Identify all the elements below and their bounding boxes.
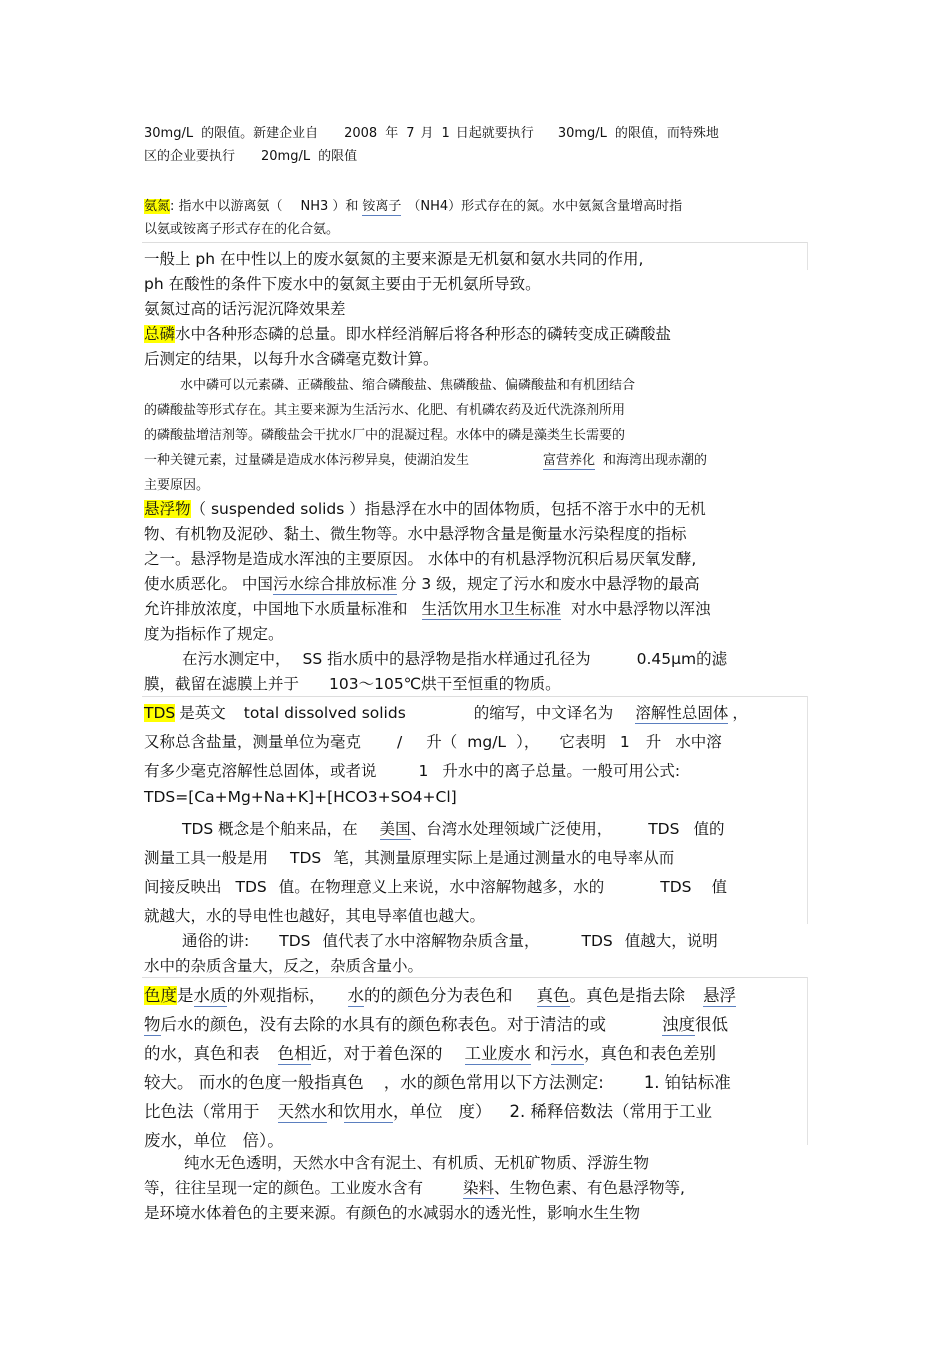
text-line [182, 817, 724, 839]
text-run: 的的颜色分为表色和 [364, 986, 513, 1005]
text-run: 后水的颜色，没有去除的水具有的颜色称表色。对于清洁的或 [160, 1015, 606, 1034]
text-run: NH3 [300, 199, 329, 214]
text-line: 的磷酸盐等形式存在。其主要来源为生活污水、化肥、有机磷农药及近代洗涤剂所用 [144, 403, 626, 418]
text-line [144, 1069, 731, 1093]
text-run: ， [732, 704, 748, 722]
text-run: ，单位 [393, 1102, 443, 1121]
term-color: 色度 [144, 986, 177, 1005]
text-run: 度） [458, 1102, 492, 1121]
text-run: TDS 概念是个舶来品，在 [182, 820, 358, 838]
text-run: 的水，真色和表 [144, 1044, 260, 1063]
text-line: 是环境水体着色的主要来源。有颜色的水减弱水的透光性，影响水生生物 [144, 1204, 641, 1222]
divider [142, 977, 808, 978]
text-line [144, 122, 719, 141]
link-usa[interactable]: 美国 [379, 820, 411, 838]
text-run: 使水质恶化。 中国 [144, 575, 273, 593]
text-run: 值。在物理意义上来说，水中溶解物越多，水的 [278, 878, 605, 896]
text-run: 倍）。 [242, 1131, 284, 1150]
text-line: 之一。悬浮物是造成水浑浊的主要原因。 水体中的有机悬浮物沉积后易厌氧发酵, [144, 550, 697, 568]
text-line [144, 1127, 284, 1151]
text-line [144, 145, 357, 164]
text-line: 后测定的结果，以每升水含磷毫克数计算。 [144, 350, 439, 368]
text-run: 值的 [693, 820, 725, 838]
text-line [144, 449, 707, 468]
text-run: ，水的颜色常用以下方法测定: [383, 1073, 604, 1092]
text-line [144, 846, 674, 868]
text-run: TDS [290, 849, 322, 867]
text-run: 通俗的讲: [182, 932, 250, 950]
text-run: 。真色是指去除 [569, 986, 685, 1005]
text-line: 纯水无色透明，天然水中含有泥土、有机质、无机矿物质、浮游生物 [184, 1154, 650, 1172]
text-run: 值越大，说明 [624, 932, 718, 950]
text-run: : 指水中以游离氨（ [170, 199, 283, 214]
text-run: 的限值 [318, 149, 358, 164]
text-run: 近，对于着色深的 [310, 1044, 443, 1063]
text-run: 的限值。新建企业自 [201, 126, 319, 141]
text-line [144, 759, 680, 781]
text-line: 氨氮过高的话污泥沉降效果差 [144, 300, 346, 318]
divider [142, 696, 808, 697]
text-run: 水中各种形态磷的总量。即水样经消解后将各种形态的磷转变成正磷酸盐 [175, 325, 672, 343]
text-run: 1. 铂钴标准 [643, 1073, 731, 1092]
text-run: 分 3 级，规定了污水和废水中悬浮物的最高 [400, 575, 700, 593]
text-line: 水中的杂质含量大，反之，杂质含量小。 [144, 957, 424, 975]
text-line [144, 982, 736, 1006]
text-run: mg/L [467, 733, 507, 751]
text-line [144, 701, 748, 723]
text-line: ph 在酸性的条件下废水中的氨氮主要由于无机氨所导致。 [144, 275, 541, 293]
text-run: ）， [516, 733, 540, 751]
formula: TDS=[Ca+Mg+Na+K]+[HCO3+SO4+Cl] [144, 788, 457, 806]
text-run: ）和 [332, 199, 359, 214]
text-run: 值代表了水中溶解物杂质含量， [322, 932, 540, 950]
text-line: 主要原因。 [144, 478, 210, 493]
text-run: TDS [581, 932, 613, 950]
text-run: 、台湾水处理领域广泛使用， [410, 820, 613, 838]
text-run: 的外观指标， [226, 986, 326, 1005]
divider [807, 696, 808, 924]
text-run: 在污水测定中， [182, 650, 291, 668]
text-line [182, 929, 718, 951]
text-run: 1 [441, 126, 450, 141]
text-run: 升（ [426, 733, 458, 751]
text-line [144, 497, 706, 519]
link-drinking-water[interactable]: 饮用水 [343, 1102, 393, 1121]
text-run: 又称总含盐量，测量单位为毫克 [144, 733, 362, 751]
text-run: 等，往往呈现一定的颜色。工业废水含有 [144, 1179, 424, 1197]
text-run: 30mg/L [557, 126, 607, 141]
text-run: ，真色和表色差别 [584, 1044, 716, 1063]
term-phosphorus: 总磷 [144, 325, 176, 343]
text-run: / [397, 733, 403, 751]
link-sewage-discharge-standard[interactable]: 污水综合排放标准 [272, 575, 397, 593]
text-run: 值 [711, 878, 728, 896]
text-run: 的限值，而特殊地 [614, 126, 719, 141]
term-tds: TDS [144, 704, 176, 722]
link-ammonium-ion[interactable]: 铵离子 [362, 199, 402, 214]
text-line [144, 572, 700, 594]
text-run: 的缩写，中文译名为 [473, 704, 614, 722]
text-line: 就越大，水的导电性也越好，其电导率值也越大。 [144, 907, 486, 925]
text-run: TDS [235, 878, 267, 896]
text-run: 废水，单位 [144, 1131, 227, 1150]
text-run: 升水中的离子总量。一般可用公式: [442, 762, 681, 780]
text-run: TDS [279, 932, 311, 950]
text-run: 1 [619, 733, 630, 751]
text-run: 1 [418, 762, 429, 780]
term-suspended-solids: 悬浮物 [144, 500, 191, 518]
text-run: 年 [385, 126, 399, 141]
text-run: 允许排放浓度，中国地下水质量标准和 [144, 600, 408, 618]
text-run: 30mg/L [144, 126, 194, 141]
text-run: 和 [534, 1044, 551, 1063]
text-line [144, 322, 671, 344]
text-run: SS 指水质中的悬浮物是指水样通过孔径为 [302, 650, 591, 668]
text-run: 是英文 [179, 704, 226, 722]
term-ammonia: 氨氮 [144, 199, 171, 214]
text-run: （ suspended solids ）指悬浮在水中的固体物质，包括不溶于水中的无机 [190, 500, 706, 518]
text-run: 笔，其测量原理实际上是通过测量水的电导率从而 [333, 849, 675, 867]
text-run: TDS [660, 878, 692, 896]
text-line: 水中磷可以元素磷、正磷酸盐、缩合磷酸盐、焦磷酸盐、偏磷酸盐和有机团结合 [180, 378, 636, 393]
text-run: 比色法（常用于 [144, 1102, 260, 1121]
text-run: 2. 稀释倍数法（常用于工业 [509, 1102, 712, 1121]
text-run: 7 [406, 126, 415, 141]
text-run: 膜，截留在滤膜上并于 [144, 675, 300, 693]
text-line [144, 597, 711, 619]
text-run: 和 [327, 1102, 344, 1121]
text-line [182, 647, 727, 669]
link-eutrophication[interactable]: 富营养化 [543, 453, 596, 468]
divider [807, 977, 808, 1145]
link-natural-water[interactable]: 天然水 [277, 1102, 327, 1121]
text-line [144, 730, 722, 752]
text-run: 一种关键元素，过量磷是造成水体污秽异臭，使湖泊发生 [144, 453, 470, 468]
text-line [144, 1040, 716, 1064]
link-sewage[interactable]: 污水 [551, 1044, 584, 1063]
text-line [144, 1176, 685, 1198]
text-run: 日起就要执行 [455, 126, 534, 141]
text-run: 20mg/L [261, 149, 311, 164]
link-dye[interactable]: 染料 [463, 1179, 495, 1197]
text-run: 103～105℃烘干至恒重的物质。 [329, 675, 561, 693]
text-run: TDS [648, 820, 680, 838]
text-line [144, 1011, 728, 1035]
divider [807, 242, 808, 270]
text-run: 、生物色素、有色悬浮物等, [494, 1179, 685, 1197]
text-run: 月 [420, 126, 434, 141]
link-true-color[interactable]: 真色 [536, 986, 570, 1005]
text-run: 间接反映出 [144, 878, 222, 896]
text-run: 和海湾出现赤潮的 [603, 453, 708, 468]
text-run: （NH4）形式存在的氮。水中氨氮含量增高时指 [407, 199, 683, 214]
link-suspended[interactable]: 悬浮 [703, 986, 736, 1005]
divider [142, 242, 808, 243]
text-run: 区的企业要执行 [144, 149, 236, 164]
link-water-quality[interactable]: 水质 [193, 986, 227, 1005]
text-run: 较大。 而水的色度一般指真色 [144, 1073, 364, 1092]
link-hue[interactable]: 色相 [277, 1044, 311, 1063]
text-run: total dissolved solids [243, 704, 406, 722]
link-total-dissolved-solids[interactable]: 溶解性总固体 [635, 704, 729, 722]
text-run: 它表明 [559, 733, 606, 751]
text-run: 对水中悬浮物以浑浊 [571, 600, 711, 618]
text-line: 度为指标作了规定。 [144, 625, 284, 643]
text-run: 升 [645, 733, 662, 751]
text-line: 以氨或铵离子形式存在的化合氨。 [144, 222, 340, 237]
text-line [144, 672, 561, 694]
text-line [144, 875, 727, 897]
text-line: 的磷酸盐增洁剂等。磷酸盐会干扰水厂中的混凝过程。水体中的磷是藻类生长需要的 [144, 428, 626, 443]
link-suspended-continued[interactable]: 物 [144, 1015, 161, 1034]
text-run: 是 [177, 986, 194, 1005]
text-run: 测量工具一般是用 [144, 849, 269, 867]
text-line: 一般上 ph 在中性以上的废水氨氮的主要来源是无机氨和氨水共同的作用, [144, 250, 644, 268]
text-run: 很低 [695, 1015, 728, 1034]
text-run: 0.45μm的滤 [636, 650, 728, 668]
text-run: 2008 [344, 126, 378, 141]
link-water[interactable]: 水 [347, 986, 364, 1005]
link-turbidity[interactable]: 浊度 [662, 1015, 695, 1034]
text-run: 有多少毫克溶解性总固体，或者说 [144, 762, 377, 780]
text-line [144, 1098, 712, 1122]
text-line: 物、有机物及泥砂、黏土、微生物等。水中悬浮物含量是衡量水污染程度的指标 [144, 525, 687, 543]
link-industrial-wastewater[interactable]: 工业废水 [464, 1044, 531, 1063]
text-run: 水中溶 [675, 733, 722, 751]
link-drinking-water-standard[interactable]: 生活饮用水卫生标准 [421, 600, 562, 618]
text-line [144, 195, 682, 214]
